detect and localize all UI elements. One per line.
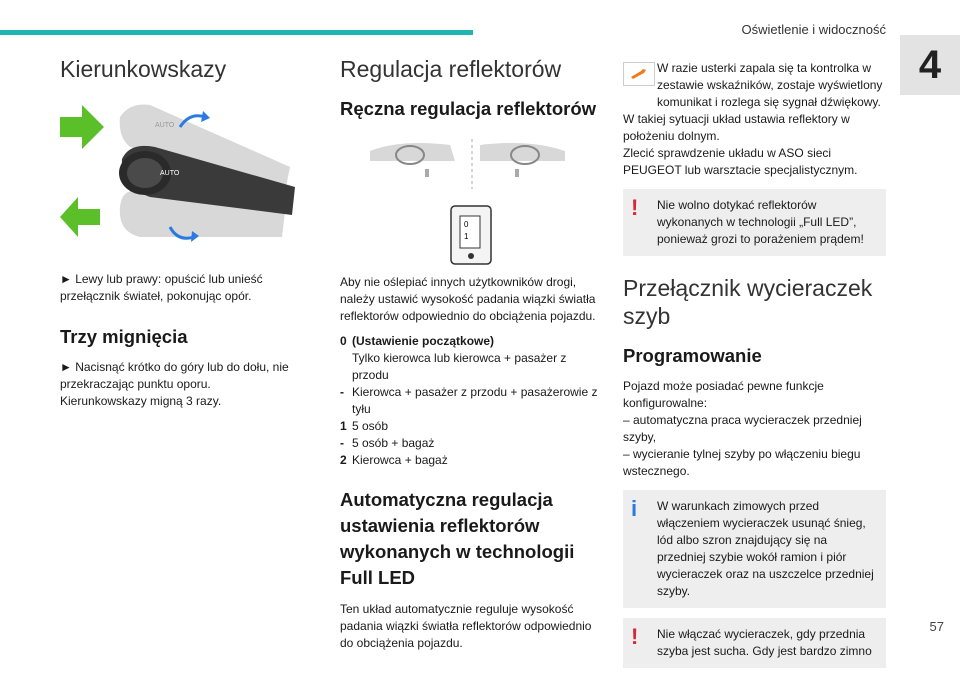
paragraph-fault: W razie usterki zapala się ta kontrolka w zestawie wskaźników, zostaje wyświetlony komunikat i rozlega się sygnał dźwiękowy.: [657, 61, 883, 109]
column-3: [623, 60, 886, 678]
danger-text: Nie wolno dotykać reflektorów wykonanych w technologii „Full LED”, ponieważ grozi to porażeniem prądem!: [657, 198, 864, 246]
header-accent-bar: [0, 30, 473, 35]
info-icon: i: [631, 496, 638, 521]
fault-warning-block: [623, 60, 886, 179]
headlamp-icon: [468, 253, 474, 259]
exclamation-icon: !: [631, 624, 639, 649]
dial-digit-1: 1: [464, 232, 469, 241]
danger-note: [623, 189, 886, 256]
paragraph-left-right: ► Lewy lub prawy: opuścić lub unieść przełącznik świateł, pokonując opór.: [60, 272, 263, 303]
heading-auto-adjust: Automatyczna regulacja ustawienia reflektorów wykonanych w technologii Full LED: [340, 489, 575, 588]
arrow-left-icon: [60, 197, 100, 237]
list-item: Tylko kierowca lub kierowca + pasażer z przodu: [352, 351, 567, 382]
list-item-auto-wipers: – automatyczna praca wycieraczek przedniej szyby,: [623, 413, 862, 444]
warning-note: [623, 618, 886, 668]
paragraph-fault-position: W takiej sytuacji układ ustawia reflektory w położeniu dolnym.: [623, 112, 850, 143]
paragraph-programming: Pojazd może posiadać pewne funkcje konfigurowalne:: [623, 379, 824, 410]
chapter-tab: 4: [900, 35, 960, 95]
warning-text: Nie włączać wycieraczek, gdy przednia szyba jest sucha. Gdy jest bardzo zimno: [657, 627, 872, 658]
list-item: - 5 osób + bagaż: [340, 436, 435, 450]
paragraph-intro: Aby nie oślepiać innych użytkowników drogi, należy ustawić wysokość padania wiązki światła reflektorów odpowiednio do obciążenia pojazdu.: [340, 275, 596, 323]
turn-signal-stalk-illustration: [60, 97, 300, 257]
paragraph-auto: Ten układ automatycznie reguluje wysokość padania wiązki światła reflektorów odpowiednio do obciążenia pojazdu.: [340, 602, 592, 650]
heading-programming: Programowanie: [623, 345, 762, 366]
paragraph-fault-service: Zlecić sprawdzenie układu w ASO sieci PEUGEOT lub warsztacie specjalistycznym.: [623, 146, 858, 177]
list-item: - Kierowca + pasażer z przodu + pasażerowie z tyłu: [340, 385, 598, 416]
list-item: 2 Kierowca + bagaż: [340, 453, 448, 467]
section-title: Oświetlenie i widoczność: [741, 22, 886, 37]
title-regulacja: Regulacja reflektorów: [340, 56, 562, 82]
info-note: [623, 490, 886, 608]
paragraph-three-blinks: ► Nacisnąć krótko do góry lub do dołu, nie przekraczając punktu oporu. Kierunkowskazy migną 3 razy.: [60, 360, 289, 408]
arrow-right-icon: [60, 105, 104, 149]
wrench-warning-icon: [623, 62, 655, 86]
info-text: W warunkach zimowych przed włączeniem wycieraczek usunąć śnieg, lód albo szron znajdujący się na przedniej szybie wokół ramion i piór wycieraczek oraz na uszczelce przedniej szyby.: [657, 499, 874, 598]
list-item: 0 (Ustawienie początkowe): [340, 334, 495, 348]
page-number: 57: [929, 619, 944, 634]
title-kierunkowskazy: Kierunkowskazy: [60, 56, 227, 82]
column-1: [60, 55, 300, 410]
headlamp-adjust-illustration: [340, 131, 605, 266]
heading-trzy-migniecia: Trzy mignięcia: [60, 326, 188, 347]
list-item: 1 5 osób: [340, 419, 389, 433]
exclamation-icon: !: [631, 195, 639, 220]
stalk-label-auto-ghost: AUTO: [155, 122, 175, 129]
column-2: [340, 55, 605, 652]
stalk-label-auto: AUTO: [160, 170, 180, 177]
list-item-rear-wiper: – wycieranie tylnej szyby po włączeniu biegu wstecznego.: [623, 447, 861, 478]
title-wipers: Przełącznik wycieraczek szyb: [623, 275, 873, 329]
dial-digit-0: 0: [464, 220, 469, 229]
heading-manual-adjust: Ręczna regulacja reflektorów: [340, 98, 597, 119]
